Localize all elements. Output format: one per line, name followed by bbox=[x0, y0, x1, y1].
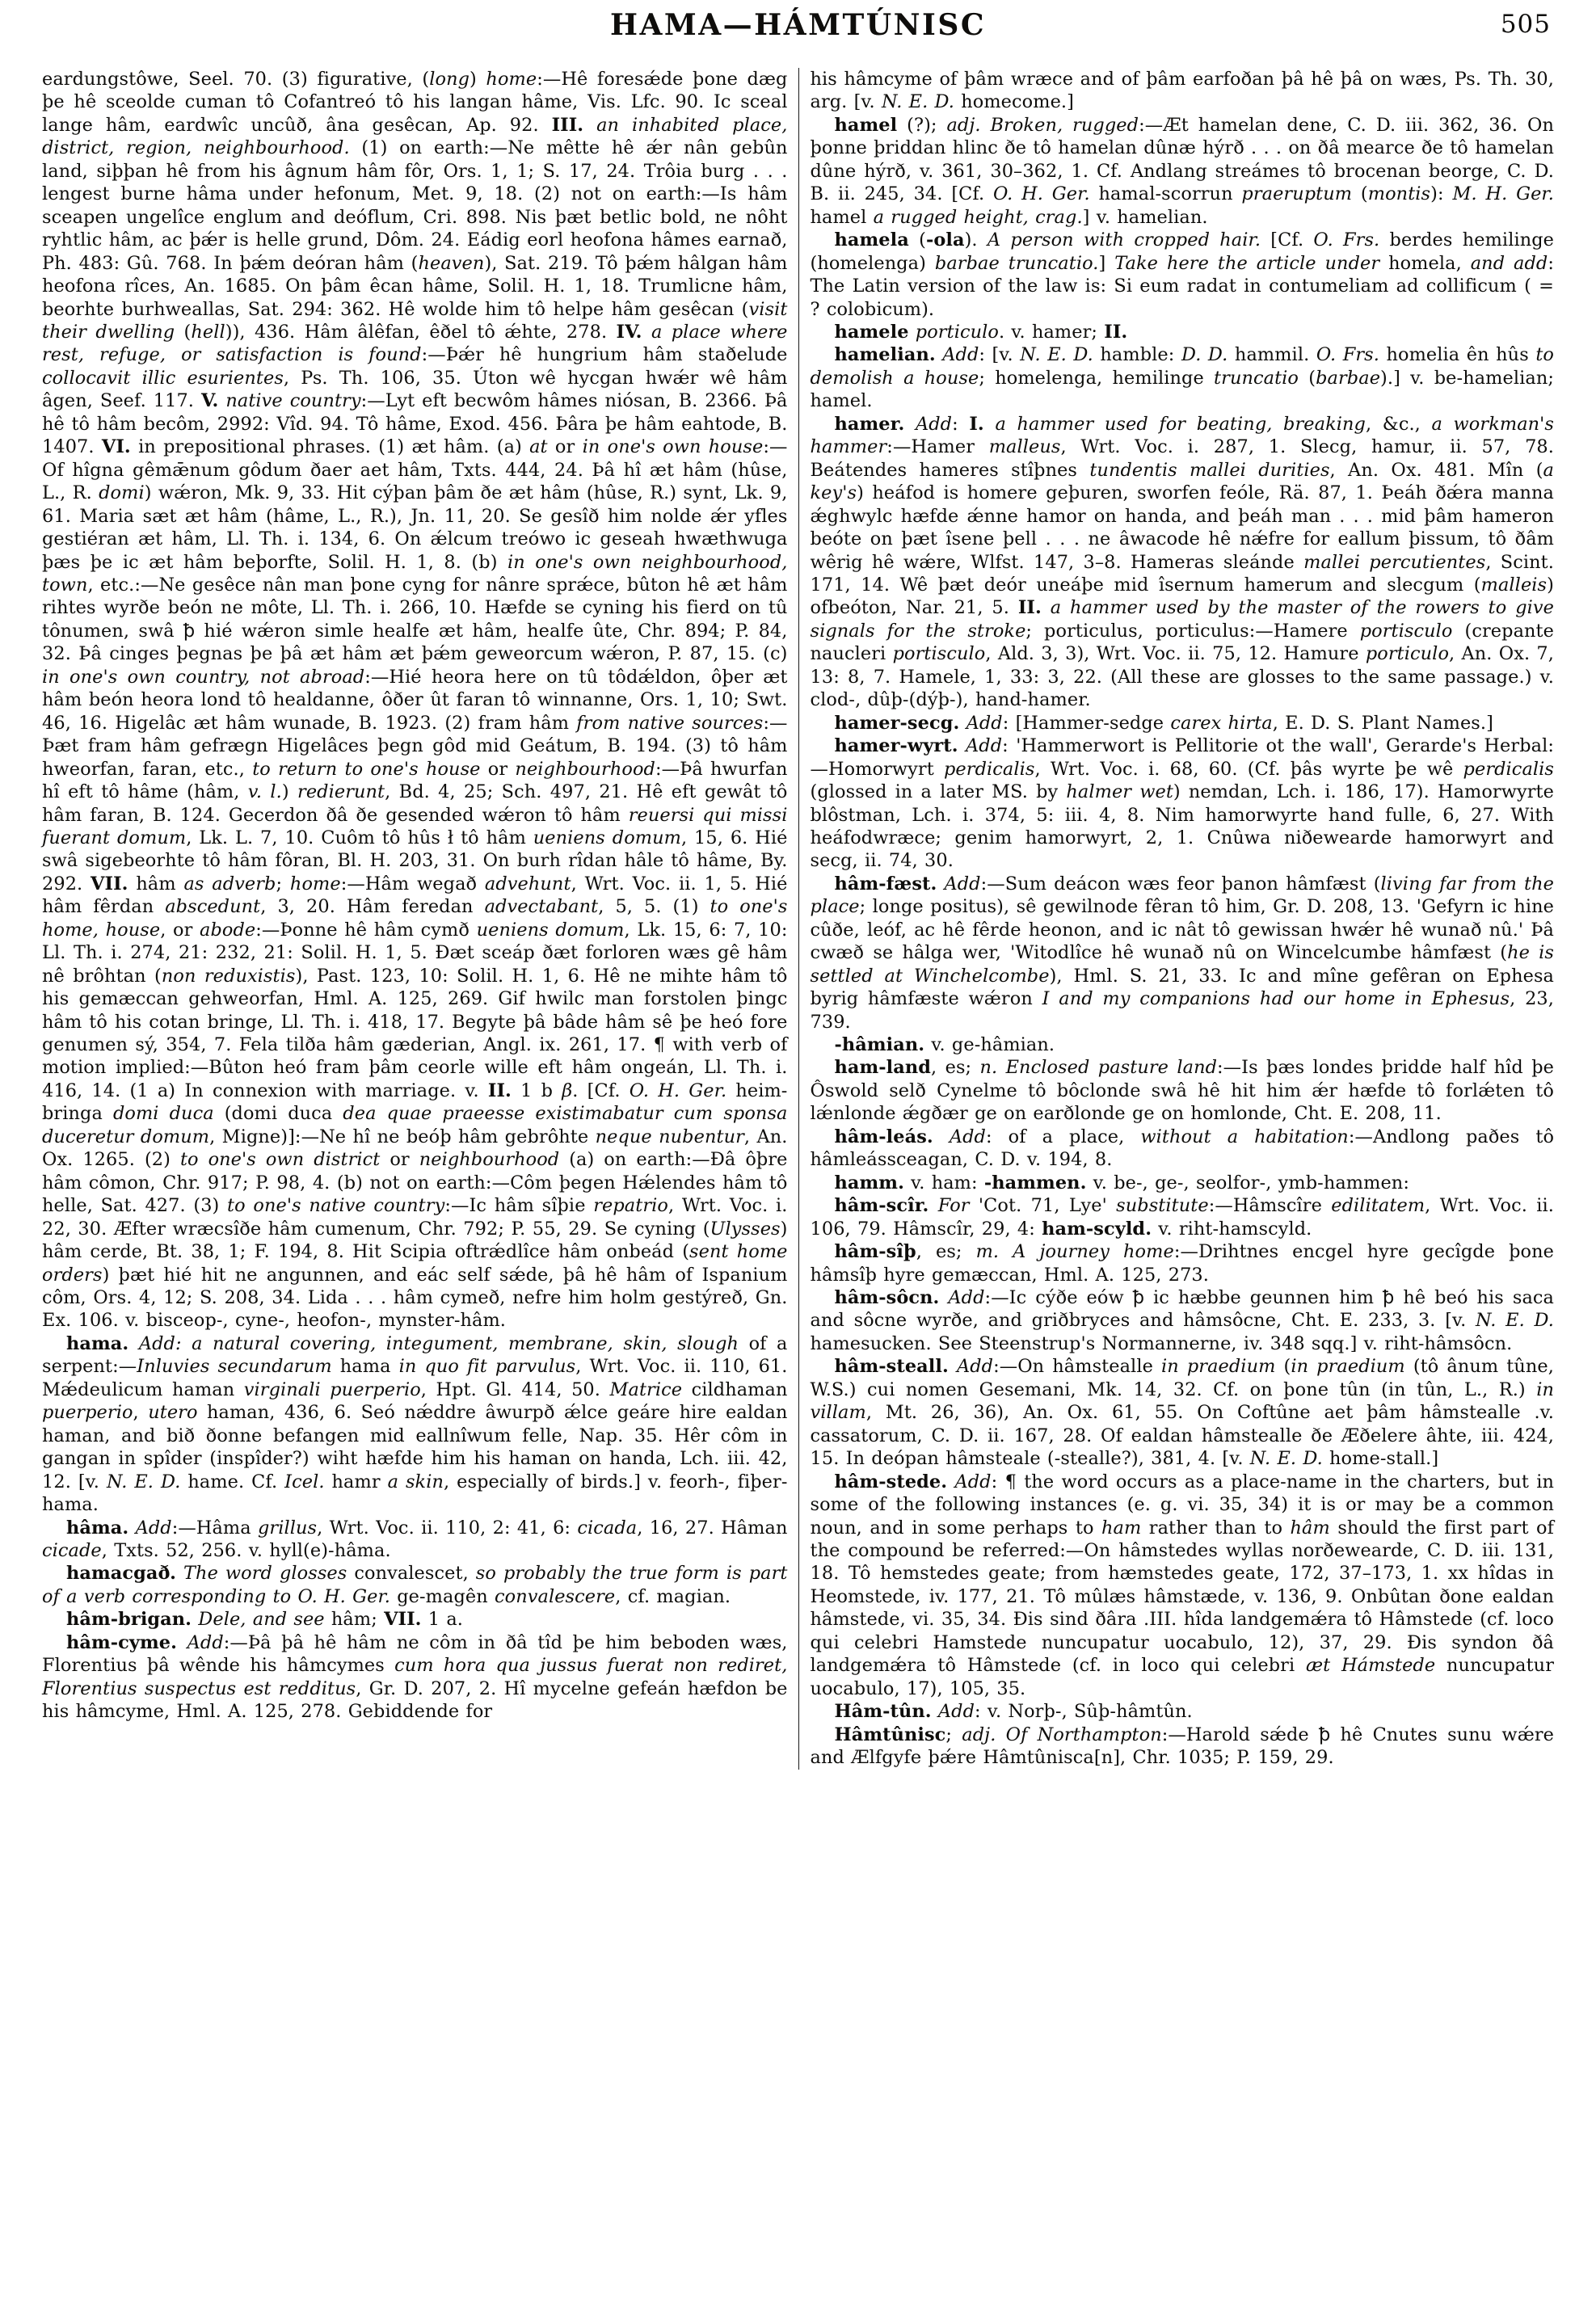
dictionary-entry: hâm-brigan. Dele, and see hâm; VII. 1 a. bbox=[66, 1609, 464, 1631]
page-number: 505 bbox=[1500, 10, 1551, 39]
column-right bbox=[798, 68, 1555, 1770]
dictionary-entry: hamel (?); adj. Broken, rugged:—Æt hamelan dene, C. D. iii. 362, 36. On þonne þriddan hlinc ðe tô hamelan dûnæ hýrð . . . on ðâ mearce ðe tô hamelan dûne hýrð, v. 361, 30–362, 1. Cf. Andlang streámes tô brocenan beorge, C. D. B. ii. 245, 34. [Cf. O. H. Ger. hamal-scorrun praeruptum (montis): M. H. Ger. hamel a rugged height, crag.] v. hamelian. bbox=[810, 114, 1554, 228]
dictionary-entry: hâm-stede. Add: ¶ the word occurs as a place-name in the charters, but in some of the following instances (e. g. vi. 35, 34) it is or may be a common noun, and in some perhaps to ham rather than to hâm should the first part of the compound be referred:—On hâmstedes wyllas norðewearde, C. D. iii. 131, 18. Tô hemstedes geate; from hæmstedes geate, 172, 37–173, 1. xx hîdas in Heomstede, iv. 177, 21. Tô mûlæs hâmstæde, v. 136, 9. Onbûtan ðone ealdan hâmstede, vi. 35, 34. Ðis sind ðâra .III. hîda landgemǽra tô Hâmstede (cf. loco qui celebri Hamstede nuncupatur uocabulo, 12), 37, 29. Ðis syndon ðâ landgemǽra tô Hâmstede (cf. in loco qui celebri æt Hámstede nuncupatur uocabulo, 17), 105, 35. bbox=[810, 1471, 1555, 1699]
dictionary-entry: hâm-leás. Add: of a place, without a habitation:—Andlong paðes tô hâmleássceagan, C. D. v. 194, 8. bbox=[810, 1126, 1555, 1171]
dictionary-entry: -hâmian. v. ge-hâmian. bbox=[834, 1034, 1055, 1056]
dictionary-entry: hâm-cyme. Add:—Þâ þâ hê hâm ne côm in ðâ tîd þe him beboden wæs, Florentius þâ wênde his hâmcymes cum hora qua jussus fuerat non rediret, Florentius suspectus est redditus, Gr. D. 207, 2. Hî mycelne gefeán hæfdon be his hâmcyme, Hml. A. 125, 278. Gebiddende for bbox=[42, 1631, 788, 1723]
dictionary-entry: hamele porticulo. v. hamer; II. bbox=[834, 321, 1128, 343]
column-left bbox=[42, 68, 798, 1770]
dictionary-entry: hamela (-ola). A person with cropped hair. [Cf. O. Frs. berdes hemilinge (homelenga) barbae truncatio.] Take here the article under homela, and add: The Latin version of the law is: Si eum radat in contumeliam ad collificum ( = ? colobicum). bbox=[810, 229, 1555, 320]
dictionary-entry: eardungstôwe, Seel. 70. (3) figurative, (long) home:—Hê foresǽde þone dæg þe hê sceolde cuman tô Cofantreó tô his langan hâme, Vis. Lfc. 90. Ic sceal lange hâm, eardwîc uncûð, âna gesêcan, Ap. 92. III. an inhabited place, district, region, neighbourhood. (1) on earth:—Ne mêtte hê ǽr nân gebûn land, siþþan hê from his âgnum hâm fôr, Ors. 1, 1; S. 17, 24. Trôia burg . . . lengest burne hâma under hefonum, Met. 9, 18. (2) not on earth:—Is hâm sceapen ungelîce englum and deóflum, Cri. 898. Nis þæt betlic bold, ne nôht ryhtlic hâm, ac þǽr is helle grund, Dôm. 24. Eádig eorl heofona hâmes earnað, Ph. 483: Gû. 768. In þǽm deóran hâm (heaven), Sat. 219. Tô þǽm hâlgan hâm heofona rîces, An. 1685. On þâm êcan hâme, Solil. H. 1, 18. Trumlicne hâm, beorhte burhweallas, Sat. 294: 362. Hê wolde him tô helpe hâm gesêcan (visit their dwelling (hell)), 436. Hâm âlêfan, êðel tô ǽhte, 278. IV. a place where rest, refuge, or satisfaction is found:—Þǽr hê hungrium hâm staðelude collocavit illic esurientes, Ps. Th. 106, 35. Úton wê hycgan hwǽr wê hâm âgen, Seef. 117. V. native country:—Lyt eft becwôm hâmes niósan, B. 2366. Þâ hê tô hâm becôm, 2992: Vîd. 94. Tô hâme, Exod. 456. Þâra þe hâm eahtode, B. 1407. VI. in prepositional phrases. (1) æt hâm. (a) at or in one's own house:—Of hîgna gêmǣnum gôdum ðaer aet hâm, Txts. 444, 24. Þâ hî æt hâm (hûse, L., R. domi) wǽron, Mk. 9, 33. Hit cýþan þâm ðe æt hâm (hûse, R.) synt, Lk. 9, 61. Maria sæt æt hâm (hâme, L., R.), Jn. 11, 20. Se gesîð him nolde ǽr yfles gestiéran æt hâm, Ll. Th. i. 134, 6. On ǽlcum treówo ic geseah hwæthwuga þæs þe ic æt hâm beþorfte, Solil. H. 1, 8. (b) in one's own neighbourhood, town, etc.:—Ne gesêce nân man þone cyng for nânre sprǽce, bûton hê æt hâm rihtes wyrðe beón ne môte, Ll. Th. i. 266, 10. Hæfde se cyning his fierd on tû tônumen, swâ ꝥ hié wǽron simle healfe æt hâm, healfe ûte, Chr. 894; P. 84, 32. Þâ cinges þegnas þe þâ æt hâm æt þǽm geweorcum wǽron, P. 87, 15. (c) in one's own country, not abroad:—Hié heora here on tû tôdǽldon, ôþer æt hâm beón heora lond tô healdanne, ôðer ût faran tô winnanne, Ors. 1, 10; Swt. 46, 16. Higelâc æt hâm wunade, B. 1923. (2) fram hâm from native sources:—Þæt fram hâm gefrægn Higelâces þegn gôd mid Geátum, B. 194. (3) tô hâm hweorfan, faran, etc., to return to one's house or neighbourhood:—Þâ hwurfan hî eft tô hâme (hâm, v. l.) redierunt, Bd. 4, 25; Sch. 497, 21. Hê eft gewât tô hâm faran, B. 124. Gecerdon ðâ ðe gesended wǽron tô hâm reuersi qui missi fuerant domum, Lk. L. 7, 10. Cuôm tô hûs ł tô hâm ueniens domum, 15, 6. Hié swâ sigebeorhte tô hâm fôran, Bl. H. 203, 31. On burh rîdan hâle tô hâme, By. 292. VII. hâm as adverb; home:—Hâm wegað advehunt, Wrt. Voc. ii. 1, 5. Hié hâm fêrdan abscedunt, 3, 20. Hâm feredan advectabant, 5, 5. (1) to one's home, house, or abode:—Þonne hê hâm cymð ueniens domum, Lk. 15, 6: 7, 10: Ll. Th. i. 274, 21: 232, 21: Solil. H. 1, 5. Ðæt sceáp ðæt forloren wæs gê hâm nê brôhtan (non reduxistis), Past. 123, 10: Solil. H. 1, 6. Hê ne mihte hâm tô his gemæccan gehweorfan, Hml. A. 125, 269. Gif hwilc man forstolen þingc hâm tô his cotan bringe, Ll. Th. i. 418, 17. Begyte þâ bâde hâm sê þe heó fore genumen sý, 354, 7. Fela tilða hâm gæderian, Angl. ix. 261, 17. ¶ with verb of motion implied:—Bûton heó fram þâm ceorle wille eft hâm ongeán, Ll. Th. i. 416, 14. (1 a) In connexion with marriage. v. II. 1 b β. [Cf. O. H. Ger. heim-bringa domi duca (domi duca dea quae praeesse existimabatur cum sponsa duceretur domum, Migne)]:—Ne hî ne beóþ hâm gebrôhte neque nubentur, An. Ox. 1265. (2) to one's own district or neighbourhood (a) on earth:—Ðâ ôþre hâm cômon, Chr. 917; P. 98, 4. (b) not on earth:—Côm þegen Hǽlendes hâm tô helle, Sat. 427. (3) to one's native country:—Ic hâm sîþie repatrio, Wrt. Voc. i. 22, 30. Æfter wræcsîðe hâm cumenum, Chr. 792; P. 55, 29. Se cyning (Ulysses) hâm cerde, Bt. 38, 1; F. 194, 8. Hit Scipia oftrǽdlîce hâm onbeád (sent home orders) þæt hié hit ne angunnen, and eác self sǽde, þâ hê hâm of Ispanium côm, Ors. 4, 12; S. 208, 34. Lida . . . hâm cymeð, nefre him holm gestýreð, Gn. Ex. 106. v. bisceop-, cyne-, heofon-, mynster-hâm. bbox=[42, 69, 788, 1332]
running-title: HAMA—HÁMTÚNISC bbox=[609, 8, 987, 42]
dictionary-entry: hamm. v. ham: -hammen. v. be-, ge-, seolfor-, ymb-hammen: bbox=[834, 1172, 1409, 1193]
dictionary-entry: hâm-sôcn. Add:—Ic cýðe eów ꝥ ic hæbbe geunnen him ꝥ hê beó his saca and sôcne wyrðe, and griðbryces and hâmsôcne, Cht. E. 233, 3. [v. N. E. D. hamesucken. See Steenstrup's Normannerne, iv. 348 sqq.] v. riht-hâmsôcn. bbox=[810, 1287, 1554, 1354]
dictionary-entry: hamer-wyrt. Add: 'Hammerwort is Pellitorie ot the wall', Gerarde's Herbal:—Homorwyrt perdicalis, Wrt. Voc. i. 68, 60. (Cf. þâs wyrte þe wê perdicalis (glossed in a later MS. by halmer wet) nemdan, Lch. i. 186, 17). Hamorwyrte blôstman, Lch. i. 374, 5: iii. 4, 8. Nim hamorwyrte hand fulle, 6, 27. With heáfodwræce; genim hamorwyrt, 2, 1. Cnûwa niðewearde hamorwyrt and secg, ii. 74, 30. bbox=[810, 735, 1555, 872]
dictionary-entry: hâm-fæst. Add:—Sum deácon wæs feor þanon hâmfæst (living far from the place; longe positus), sê gewilnode fêran tô him, Gr. D. 208, 13. 'Gefyrn ic hine cûðe, leóf, ac hê fêrde heonon, and ic nât tô gewissan hwǽr hê wunað nû.' Þâ cwæð se hâlga wer, 'Witodlîce hê wunað nû on Wincelcumbe hâmfæst (he is settled at Winchelcombe), Hml. S. 21, 33. Ic and mîne gefêran on Ephesa byrig hâmfæste wǽron I and my companions had our home in Ephesus, 23, 739. bbox=[810, 873, 1554, 1033]
dictionary-entry: Hâm-tûn. Add: v. Norþ-, Sûþ-hâmtûn. bbox=[834, 1701, 1193, 1723]
dictionary-entry: hâm-sîþ, es; m. A journey home:—Drihtnes encgel hyre gecîgde þone hâmsîþ hyre gemæccan, Hml. A. 125, 273. bbox=[810, 1241, 1554, 1286]
dictionary-entry: hâm-steall. Add:—On hâmstealle in praedium (in praedium (tô ânum tûne, W.S.) cui nomen Gesemani, Mk. 14, 32. Cf. on þone tûn (in tûn, L., R.) in villam, Mt. 26, 36), An. Ox. 61, 55. On Coftûne aet þâm hâmstealle .v. cassatorum, C. D. ii. 167, 28. Of ealdan hâmstealle ðe Æðelere âhte, iii. 424, 15. In deópan hâmsteale (-stealle?), 381, 4. [v. N. E. D. home-stall.] bbox=[810, 1356, 1555, 1470]
dictionary-entry: hâma. Add:—Hâma grillus, Wrt. Voc. ii. 110, 2: 41, 6: cicada, 16, 27. Hâman cicade, Txts. 52, 256. v. hyll(e)-hâma. bbox=[42, 1517, 788, 1561]
dictionary-entry: ham-land, es; n. Enclosed pasture land:—Is þæs londes þridde half hîd þe Ôswold selð Cynelme tô bôclonde swâ hê hit him ǽr hæfde tô forlǽten tô lǽnlonde ǽgðær ge on earðlonde ge on homlonde, Cht. E. 208, 11. bbox=[810, 1057, 1554, 1125]
text-columns bbox=[42, 68, 1554, 1770]
dictionary-entry: hamacgað. The word glosses convalescet, so probably the true form is part of a verb corresponding to O. H. Ger. ge-magên convalescere, cf. magian. bbox=[42, 1563, 788, 1607]
dictionary-entry: hama. Add: a natural covering, integument, membrane, skin, slough of a serpent:—Inluvies secundarum hama in quo fit parvulus, Wrt. Voc. ii. 110, 61. Mǽdeulicum haman virginali puerperio, Hpt. Gl. 414, 50. Matrice cildhaman puerperio, utero haman, 436, 6. Seó nǽddre âwurpð ǽlce geáre hire ealdan haman, and bið ðonne befangen mid eallnîwum felle, Nap. 35. Hêr côm in gangan in spîder (inspîder?) wiht hæfde him his haman on handa, Lch. iii. 42, 12. [v. N. E. D. hame. Cf. Icel. hamr a skin, especially of birds.] v. feorh-, fiþer-hama. bbox=[42, 1332, 788, 1516]
dictionary-entry: hamer-secg. Add: [Hammer-sedge carex hirta, E. D. S. Plant Names.] bbox=[834, 712, 1493, 734]
page-header bbox=[42, 8, 1554, 50]
dictionary-entry: Hâmtûnisc; adj. Of Northampton:—Harold sǽde ꝥ hê Cnutes sunu wǽre and Ælfgyfe þǽre Hâmtûnisca[n], Chr. 1035; P. 159, 29. bbox=[810, 1724, 1554, 1769]
dictionary-entry: hâm-scîr. For 'Cot. 71, Lye' substitute:—Hâmscîre edilitatem, Wrt. Voc. ii. 106, 79. Hâmscîr, 29, 4: ham-scyld. v. riht-hamscyld. bbox=[810, 1195, 1555, 1240]
dictionary-entry: hamer. Add: I. a hammer used for beating, breaking, &c., a workman's hammer:—Hamer malleus, Wrt. Voc. i. 287, 1. Slecg, hamur, ii. 57, 78. Beátendes hameres stîþnes tundentis mallei durities, An. Ox. 481. Mîn (a key's) heáfod is homere geþuren, sworfen feóle, Rä. 87, 1. Þeáh ðǽra manna ǽghwylc hæfde ǽnne hamor on handa, and þeáh man . . . mid þâm hameron beóte on þæt îsene þell . . . ne âwacode hê nǽfre for eallum þissum, tô ðâm wêrig hê wǽre, Wlfst. 147, 3–8. Hameras sleánde mallei percutientes, Scint. 171, 14. Wê þæt deór uneáþe mid îsernum hamerum and slecgum (malleis) ofbeóton, Nar. 21, 5. II. a hammer used by the master of the rowers to give signals for the stroke; porticulus, porticulus:—Hamere portisculo (crepante naucleri portisculo, Ald. 3, 3), Wrt. Voc. ii. 75, 12. Hamure porticulo, An. Ox. 7, 13: 8, 7. Hamele, 1, 33: 3, 22. (All these are glosses to the same passage.) v. clod-, dûþ-(dýþ-), hand-hamer. bbox=[810, 413, 1555, 711]
dictionary-entry: his hâmcyme of þâm wræce and of þâm earfoðan þâ hê þâ on wæs, Ps. Th. 30, arg. [v. N. E. D. homecome.] bbox=[810, 69, 1554, 113]
dictionary-entry: hamelian. Add: [v. N. E. D. hamble: D. D. hammil. O. Frs. homelia ên hûs to demolish a house; homelenga, hemilinge truncatio (barbae).] v. be-hamelian; hamel. bbox=[810, 344, 1554, 412]
